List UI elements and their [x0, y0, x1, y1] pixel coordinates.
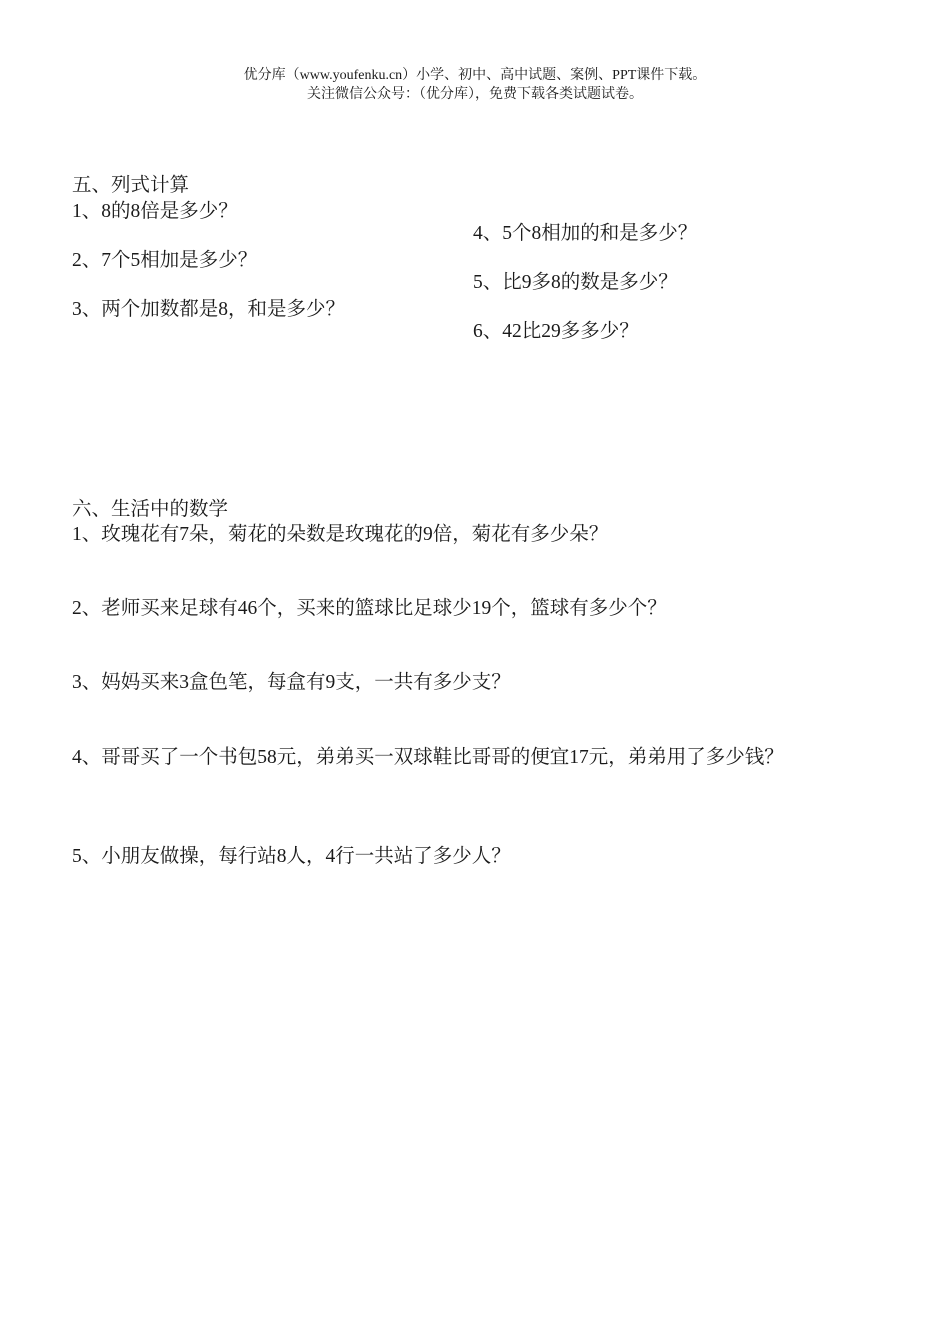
question-5-5: 5、比9多8的数是多少？: [473, 272, 678, 293]
question-6-3: 3、妈妈买来3盒色笔，每盒有9支，一共有多少支？: [72, 672, 511, 693]
section-5-title: 五、列式计算: [72, 175, 190, 196]
header-line-2: 关注微信公众号：（优分库），免费下载各类试题试卷。: [307, 87, 643, 102]
question-5-6: 6、42比29多多少？: [473, 321, 639, 342]
question-6-4: 4、哥哥买了一个书包58元，弟弟买一双球鞋比哥哥的便宜17元，弟弟用了多少钱？: [72, 747, 784, 768]
question-6-1: 1、玫瑰花有7朵，菊花的朵数是玫瑰花的9倍，菊花有多少朵？: [72, 524, 609, 545]
question-5-3: 3、两个加数都是8，和是多少？: [72, 299, 346, 320]
question-5-2: 2、7个5相加是多少？: [72, 250, 258, 271]
question-5-4: 4、5个8相加的和是多少？: [473, 223, 698, 244]
question-6-2: 2、老师买来足球有46个，买来的篮球比足球少19个，篮球有多少个？: [72, 598, 667, 619]
section-6-title: 六、生活中的数学: [72, 499, 229, 520]
header-line-1: 优分库（www.youfenku.cn）小学、初中、高中试题、案例、PPT课件下载。: [243, 68, 707, 83]
question-6-5: 5、小朋友做操，每行站8人，4行一共站了多少人？: [72, 846, 511, 867]
page-header: [0, 66, 950, 104]
question-5-1: 1、8的8倍是多少？: [72, 201, 238, 222]
